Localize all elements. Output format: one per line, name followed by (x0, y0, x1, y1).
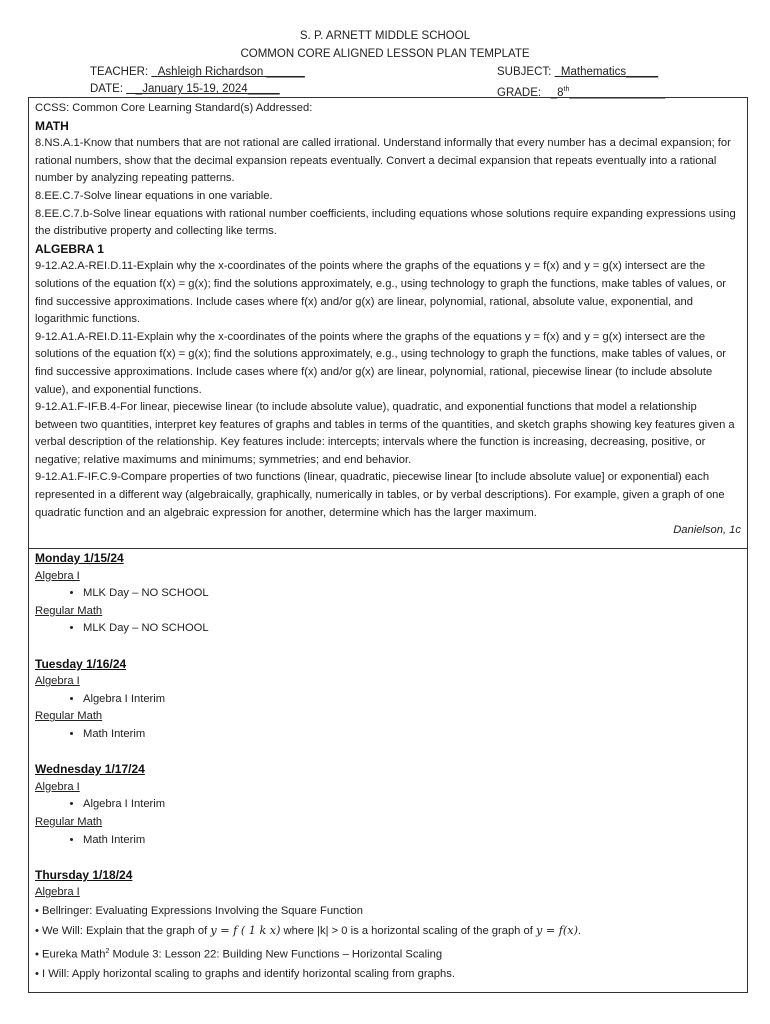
date-label: DATE: (90, 83, 124, 95)
teacher-field (90, 64, 305, 81)
subject-field (497, 64, 658, 81)
danielson-reference: Danielson, 1c (673, 524, 741, 537)
subsection-algebra: Algebra I (35, 675, 80, 688)
math-standard: 8.EE.C.7.b-Solve linear equations with rational number coefficients, including equations whose solutions require expanding expressions using the distributive property and collecting like terms. (35, 207, 736, 238)
activity-list (35, 726, 741, 744)
activity-item: • Math Interim (83, 726, 741, 744)
subsection-algebra: Algebra I (35, 780, 80, 793)
subsection-regular-math: Regular Math (35, 604, 103, 617)
day-heading-monday: Monday 1/15/24 (35, 551, 124, 565)
subsection-algebra: Algebra I (35, 569, 80, 582)
grade-value: _8th_______________ (544, 86, 666, 99)
activity-item: • Algebra I Interim (83, 796, 741, 814)
subject-label: SUBJECT: (497, 66, 552, 78)
template-title: COMMON CORE ALIGNED LESSON PLAN TEMPLATE (240, 48, 530, 60)
bellringer-item: • Bellringer: Evaluating Expressions Involving the Square Function (35, 904, 363, 917)
activity-list (35, 691, 741, 709)
activity-list (35, 832, 741, 850)
activity-list (35, 620, 741, 638)
eureka-item: • Eureka Math$^2$ Module 3: Lesson 22: Building New Functions – Horizontal Scaling (35, 947, 443, 961)
standards-intro: CCSS: Common Core Learning Standard(s) Addressed: (35, 102, 313, 114)
algebra-standard: 9-12.A1.A-REI.D.11-Explain why the x-coordinates of the points where the graphs of the equations y = f(x) and y = g(x) intersect are the solutions of the equation f(x) = g(x); find the solutions approximately, e.g., using technology to graph the functions, make tables of values, or find successive approximations. Include cases where f(x) and/or g(x) are linear, polynomial, rational, piecewise linear (to include absolute value), and exponential functions. (35, 330, 727, 396)
algebra-standard: 9-12.A2.A-REI.D.11-Explain why the x-coordinates of the points where the graphs of the equations y = f(x) and y = g(x) intersect are the solutions of the equation f(x) = g(x); find the solutions approximately, e.g., using technology to graph the functions, make tables of values, or find successive approximations. Include cases where f(x) and/or g(x) are linear, polynomial, rational, absolute value, exponential, and logarithmic functions. (35, 260, 727, 326)
i-will-item: • I Will: Apply horizontal scaling to graphs and identify horizontal scaling from graphs. (35, 968, 455, 981)
standards-section (28, 97, 748, 549)
math-heading: MATH (35, 118, 69, 133)
activity-list (35, 585, 741, 603)
school-name: S. P. ARNETT MIDDLE SCHOOL (299, 30, 471, 42)
activity-item: • MLK Day – NO SCHOOL (83, 620, 741, 638)
math-expression: y = f(x) (535, 924, 578, 938)
algebra-standard: 9-12.A1.F-IF.C.9-Compare properties of two functions (linear, quadratic, piecewise linear [to include absolute value] or exponential) each represented in a different way (algebraically, graphically, numerically in tables, or by verbal descriptions). For example, given a graph of one quadratic function and an algebraic expression for another, determine which has the larger maximum. (35, 471, 725, 519)
activity-item: • Math Interim (83, 832, 741, 850)
algebra-standard: 9-12.A1.F-IF.B.4-For linear, piecewise linear (to include absolute value), quadratic, and exponential functions that model a relationship between two quantities, interpret key features of graphs and tables in terms of the quantities, and sketch graphs showing key features given a verbal description of the relationship. Key features include: intercepts; intervals where the function is increasing, decreasing, positive, or negative; relative maximums and minimums; symmetries; and end behavior. (35, 401, 735, 466)
day-heading-wednesday: Wednesday 1/17/24 (35, 762, 145, 777)
day-heading-tuesday: Tuesday 1/16/24 (35, 656, 127, 671)
date-field (90, 81, 280, 98)
math-standard: 8.EE.C.7-Solve linear equations in one variable. (35, 189, 273, 202)
subsection-algebra: Algebra I (35, 886, 80, 899)
teacher-value: Ashleigh Richardson ______ (157, 66, 305, 78)
subsection-regular-math: Regular Math (35, 710, 103, 723)
day-heading-thursday: Thursday 1/18/24 (35, 867, 133, 882)
date-value: _January 15-19, 2024_____ (126, 83, 280, 95)
we-will-item: • We Will: Explain that the graph of y = f ( 1 k x) where |k| > 0 is a horizontal scaling of the graph of y = f(x). (35, 924, 582, 938)
subsection-regular-math: Regular Math (35, 815, 103, 828)
math-expression: y = f ( 1 k x) (210, 924, 281, 938)
algebra-heading: ALGEBRA 1 (35, 241, 104, 256)
activity-item: • Algebra I Interim (83, 691, 741, 709)
math-standard: 8.NS.A.1-Know that numbers that are not rational are called irrational. Understand informally that every number has a decimal expansion; for rational numbers, show that the decimal expansion repeats eventually. Convert a decimal expansion that repeats eventually into a rational number by analyzing repeating patterns. (35, 137, 731, 185)
daily-plan-section (28, 548, 748, 993)
teacher-label: TEACHER: (90, 66, 149, 78)
grade-label: GRADE: (497, 86, 542, 99)
activity-list (35, 796, 741, 814)
activity-item: • MLK Day – NO SCHOOL (83, 585, 741, 603)
subject-value: Mathematics_____ (560, 66, 659, 78)
